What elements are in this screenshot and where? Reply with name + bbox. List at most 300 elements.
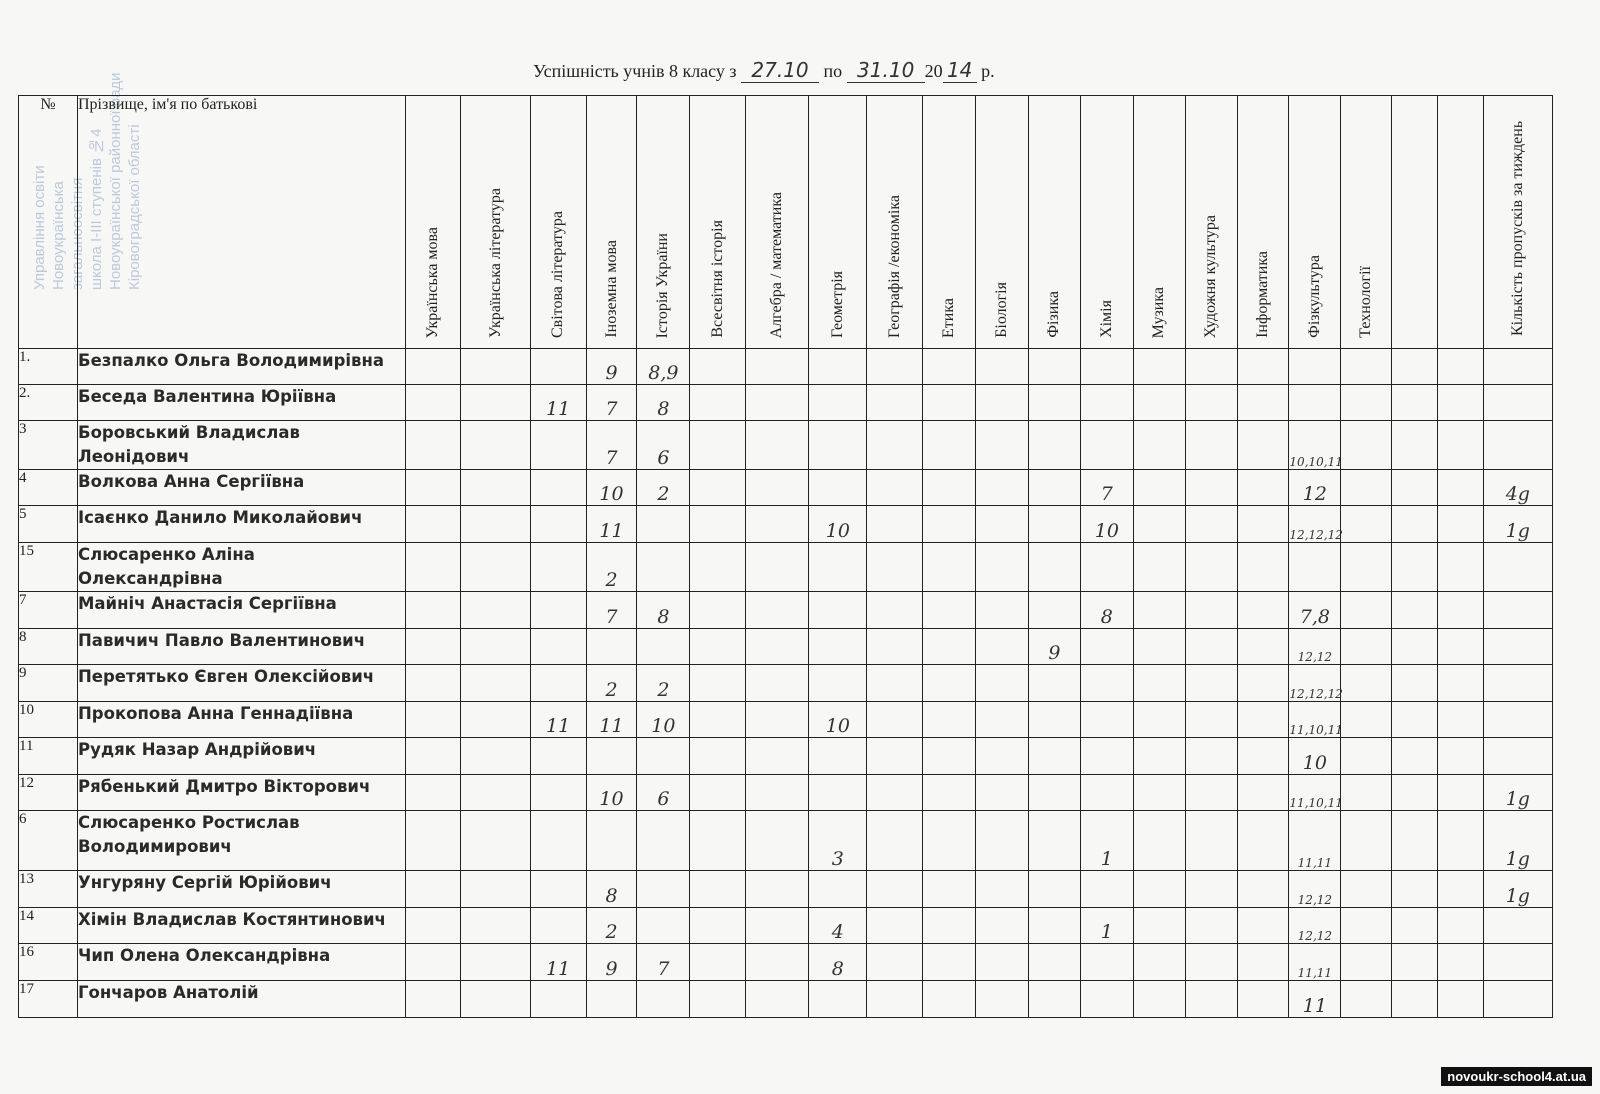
grade-cell bbox=[637, 871, 690, 908]
header-name: Прізвище, ім'я по батькові bbox=[78, 96, 406, 349]
grade-cell bbox=[461, 592, 530, 629]
grade-cell bbox=[867, 470, 923, 506]
stamp-line: Новоукраїнська bbox=[50, 181, 67, 290]
subject-label: Фізика bbox=[1045, 291, 1063, 338]
grade-cell: 11 bbox=[530, 702, 586, 738]
grade-cell bbox=[746, 702, 809, 738]
student-name: Унгуряну Сергій Юрійович bbox=[78, 871, 406, 908]
grade-cell bbox=[809, 775, 867, 811]
grade-cell bbox=[1483, 665, 1552, 702]
subject-header bbox=[923, 96, 976, 349]
subject-label: Алгебра / математика bbox=[768, 191, 786, 338]
stamp-line: Новоукраїнської районної ради bbox=[107, 72, 124, 290]
grade-cell bbox=[586, 629, 637, 665]
grade-cell: 4 bbox=[809, 908, 867, 944]
grade-cell bbox=[405, 908, 461, 944]
grade-cell bbox=[1483, 702, 1552, 738]
grade-cell bbox=[746, 385, 809, 421]
subject-label: Світова література bbox=[549, 211, 567, 338]
subject-header bbox=[405, 96, 461, 349]
stamp-line: загальноосвітня bbox=[69, 177, 86, 290]
grade-cell bbox=[746, 981, 809, 1018]
grade-cell bbox=[976, 944, 1029, 981]
grade-cell bbox=[530, 470, 586, 506]
row-number: 6 bbox=[19, 811, 78, 871]
subject-header bbox=[1483, 96, 1552, 349]
grade-cell bbox=[867, 385, 923, 421]
grade-cell bbox=[405, 349, 461, 385]
grade-cell bbox=[809, 470, 867, 506]
grade-cell bbox=[1185, 738, 1237, 775]
grade-cell bbox=[637, 908, 690, 944]
grade-cell bbox=[923, 421, 976, 470]
grade-cell bbox=[1080, 543, 1133, 592]
date-from: 27.10 bbox=[741, 58, 819, 83]
grade-cell bbox=[1483, 738, 1552, 775]
grade-cell bbox=[461, 470, 530, 506]
grade-cell bbox=[1133, 738, 1185, 775]
grade-cell bbox=[690, 629, 746, 665]
grade-cell bbox=[405, 470, 461, 506]
grade-cell bbox=[976, 592, 1029, 629]
grade-cell: 7 bbox=[586, 421, 637, 470]
student-name: Хімін Владислав Костянтинович bbox=[78, 908, 406, 944]
grade-cell bbox=[637, 738, 690, 775]
grade-cell: 6 bbox=[637, 775, 690, 811]
grade-cell bbox=[1341, 543, 1392, 592]
grade-cell bbox=[746, 543, 809, 592]
grade-cell bbox=[1437, 470, 1483, 506]
grade-cell bbox=[923, 944, 976, 981]
grade-cell bbox=[976, 385, 1029, 421]
grade-cell bbox=[690, 421, 746, 470]
grade-cell bbox=[690, 349, 746, 385]
grade-cell bbox=[530, 775, 586, 811]
grade-cell bbox=[690, 944, 746, 981]
grade-cell bbox=[1437, 775, 1483, 811]
subject-header bbox=[867, 96, 923, 349]
grade-cell bbox=[1341, 506, 1392, 543]
grade-cell: 7 bbox=[586, 385, 637, 421]
grade-cell: 12,12 bbox=[1289, 871, 1341, 908]
grade-cell bbox=[809, 629, 867, 665]
grade-cell bbox=[1185, 421, 1237, 470]
year-prefix: 20 bbox=[924, 61, 943, 81]
grade-cell bbox=[867, 908, 923, 944]
title-end: р. bbox=[981, 61, 995, 81]
student-row bbox=[19, 944, 1553, 981]
grade-cell bbox=[405, 775, 461, 811]
grade-cell bbox=[746, 811, 809, 871]
grade-cell bbox=[867, 775, 923, 811]
grade-cell bbox=[530, 629, 586, 665]
student-row bbox=[19, 470, 1553, 506]
student-row bbox=[19, 775, 1553, 811]
grade-cell bbox=[1483, 349, 1552, 385]
subject-header bbox=[1133, 96, 1185, 349]
grade-cell bbox=[690, 908, 746, 944]
subject-label: Художня культура bbox=[1202, 214, 1220, 338]
grade-cell: 8 bbox=[809, 944, 867, 981]
title-prefix: Успішність учнів 8 класу з bbox=[533, 61, 737, 81]
grade-cell bbox=[405, 665, 461, 702]
student-name: Перетятько Євген Олексійович bbox=[78, 665, 406, 702]
grade-cell bbox=[809, 421, 867, 470]
grade-cell bbox=[1080, 702, 1133, 738]
student-row bbox=[19, 738, 1553, 775]
grade-cell bbox=[1237, 506, 1289, 543]
grade-cell bbox=[1029, 543, 1081, 592]
student-name: Беседа Валентина Юріївна bbox=[78, 385, 406, 421]
grade-cell bbox=[1237, 349, 1289, 385]
grade-cell bbox=[1237, 702, 1289, 738]
grade-cell bbox=[923, 908, 976, 944]
grade-cell bbox=[1341, 629, 1392, 665]
grade-cell bbox=[746, 592, 809, 629]
grade-cell bbox=[1185, 349, 1237, 385]
subject-header bbox=[1080, 96, 1133, 349]
grade-cell bbox=[461, 944, 530, 981]
grade-cell: 10 bbox=[637, 702, 690, 738]
grade-cell bbox=[1341, 908, 1392, 944]
grade-cell bbox=[923, 543, 976, 592]
grade-cell bbox=[809, 349, 867, 385]
grade-cell bbox=[1133, 629, 1185, 665]
grade-cell bbox=[923, 665, 976, 702]
grade-cell bbox=[690, 543, 746, 592]
row-number: 9 bbox=[19, 665, 78, 702]
grade-cell bbox=[809, 871, 867, 908]
grade-cell bbox=[1437, 385, 1483, 421]
grade-cell bbox=[1237, 385, 1289, 421]
grade-cell bbox=[1289, 543, 1341, 592]
grade-cell bbox=[746, 665, 809, 702]
stamp-line: Кіровоградської області bbox=[126, 124, 143, 290]
grade-cell bbox=[405, 592, 461, 629]
grade-cell bbox=[637, 543, 690, 592]
grade-cell bbox=[1080, 738, 1133, 775]
grade-cell bbox=[530, 506, 586, 543]
grade-cell bbox=[746, 908, 809, 944]
grade-cell: 2 bbox=[586, 665, 637, 702]
grade-cell bbox=[405, 981, 461, 1018]
grade-cell: 1g bbox=[1483, 775, 1552, 811]
subject-header bbox=[1289, 96, 1341, 349]
student-name: Павичич Павло Валентинович bbox=[78, 629, 406, 665]
subject-header bbox=[1341, 96, 1392, 349]
row-number: 8 bbox=[19, 629, 78, 665]
site-watermark: novoukr-school4.at.ua bbox=[1441, 1067, 1592, 1086]
subject-header bbox=[1437, 96, 1483, 349]
grade-cell bbox=[461, 543, 530, 592]
page-title bbox=[533, 58, 995, 83]
grade-cell: 2 bbox=[586, 908, 637, 944]
grade-cell bbox=[867, 349, 923, 385]
stamp-line: школа І-ІІІ ступенів №4 bbox=[88, 128, 105, 290]
grade-cell bbox=[809, 385, 867, 421]
grade-cell: 1g bbox=[1483, 871, 1552, 908]
grade-cell bbox=[1392, 385, 1438, 421]
subject-header bbox=[637, 96, 690, 349]
date-to: 31.10 bbox=[847, 58, 925, 83]
grade-cell bbox=[1341, 421, 1392, 470]
grade-cell: 10 bbox=[1080, 506, 1133, 543]
grade-cell bbox=[1341, 702, 1392, 738]
grade-cell: 12,12,12 bbox=[1289, 665, 1341, 702]
grade-cell: 11,11 bbox=[1289, 811, 1341, 871]
grade-cell bbox=[1237, 738, 1289, 775]
grade-cell bbox=[1029, 811, 1081, 871]
grade-cell: 12 bbox=[1289, 470, 1341, 506]
grade-cell bbox=[1133, 944, 1185, 981]
grade-cell bbox=[1029, 592, 1081, 629]
grade-cell bbox=[923, 349, 976, 385]
grade-cell bbox=[461, 908, 530, 944]
grade-cell bbox=[1437, 506, 1483, 543]
grade-cell bbox=[867, 665, 923, 702]
grade-cell bbox=[1029, 981, 1081, 1018]
grade-cell bbox=[1133, 506, 1185, 543]
grade-cell bbox=[809, 738, 867, 775]
grade-cell: 2 bbox=[586, 543, 637, 592]
student-name: Слюсаренко Ростислав Володимирович bbox=[78, 811, 406, 871]
student-row bbox=[19, 871, 1553, 908]
grade-cell bbox=[1237, 811, 1289, 871]
grade-cell: 1 bbox=[1080, 811, 1133, 871]
grade-cell bbox=[1080, 349, 1133, 385]
grade-cell bbox=[461, 811, 530, 871]
row-number: 11 bbox=[19, 738, 78, 775]
student-name: Рябенький Дмитро Вікторович bbox=[78, 775, 406, 811]
grade-cell bbox=[1289, 349, 1341, 385]
grade-cell bbox=[637, 506, 690, 543]
subject-label: Історія України bbox=[654, 232, 672, 338]
grade-cell bbox=[690, 775, 746, 811]
grade-cell bbox=[530, 811, 586, 871]
grade-cell: 11 bbox=[530, 944, 586, 981]
grade-cell bbox=[1341, 592, 1392, 629]
grade-cell bbox=[1133, 470, 1185, 506]
grade-cell bbox=[1029, 665, 1081, 702]
grade-cell: 11 bbox=[586, 702, 637, 738]
grade-cell bbox=[1185, 470, 1237, 506]
subject-header bbox=[976, 96, 1029, 349]
subject-label: Геометрія bbox=[828, 270, 846, 338]
row-number: 15 bbox=[19, 543, 78, 592]
grade-cell bbox=[923, 385, 976, 421]
grade-cell bbox=[1237, 981, 1289, 1018]
subject-label: Етика bbox=[940, 298, 958, 338]
grade-cell bbox=[1392, 944, 1438, 981]
grade-cell bbox=[1483, 944, 1552, 981]
row-number: 2. bbox=[19, 385, 78, 421]
student-name: Майніч Анастасія Сергіївна bbox=[78, 592, 406, 629]
grade-cell bbox=[746, 470, 809, 506]
grade-cell bbox=[1185, 543, 1237, 592]
grade-cell bbox=[405, 811, 461, 871]
grade-cell bbox=[1185, 811, 1237, 871]
grade-cell bbox=[637, 629, 690, 665]
grade-cell bbox=[1185, 629, 1237, 665]
grade-cell bbox=[1185, 981, 1237, 1018]
grade-cell: 11 bbox=[1289, 981, 1341, 1018]
grade-cell bbox=[1341, 775, 1392, 811]
grade-cell: 10,10,11 bbox=[1289, 421, 1341, 470]
grade-cell bbox=[461, 981, 530, 1018]
grade-cell bbox=[1029, 871, 1081, 908]
row-number: 3 bbox=[19, 421, 78, 470]
grade-cell bbox=[1341, 385, 1392, 421]
grade-cell bbox=[867, 981, 923, 1018]
grade-cell bbox=[637, 811, 690, 871]
subject-label: Географія /економіка bbox=[885, 195, 903, 338]
grade-cell bbox=[461, 665, 530, 702]
grade-cell bbox=[867, 944, 923, 981]
grade-cell bbox=[1237, 629, 1289, 665]
grade-cell bbox=[1029, 775, 1081, 811]
grade-cell bbox=[530, 908, 586, 944]
grade-cell bbox=[461, 349, 530, 385]
grade-cell bbox=[746, 944, 809, 981]
subject-header bbox=[690, 96, 746, 349]
grade-cell bbox=[976, 908, 1029, 944]
grade-cell bbox=[1437, 543, 1483, 592]
grade-cell bbox=[867, 543, 923, 592]
grade-cell: 10 bbox=[586, 775, 637, 811]
subject-label: Фізкультура bbox=[1305, 255, 1323, 338]
grade-cell bbox=[1392, 702, 1438, 738]
grade-cell bbox=[1437, 665, 1483, 702]
grade-cell: 6 bbox=[637, 421, 690, 470]
grade-cell bbox=[1237, 908, 1289, 944]
grade-cell: 3 bbox=[809, 811, 867, 871]
subject-header bbox=[1392, 96, 1438, 349]
grade-cell bbox=[1437, 908, 1483, 944]
grade-cell bbox=[1185, 385, 1237, 421]
grade-cell bbox=[1483, 421, 1552, 470]
grade-cell: 7,8 bbox=[1289, 592, 1341, 629]
subject-label: Хімія bbox=[1097, 300, 1115, 338]
grade-cell bbox=[1185, 775, 1237, 811]
grade-cell bbox=[976, 421, 1029, 470]
grade-cell bbox=[1392, 629, 1438, 665]
grade-cell: 11,11 bbox=[1289, 944, 1341, 981]
grade-cell bbox=[976, 738, 1029, 775]
student-name: Волкова Анна Сергіївна bbox=[78, 470, 406, 506]
grade-cell bbox=[1392, 592, 1438, 629]
grade-cell bbox=[1237, 421, 1289, 470]
grade-cell bbox=[1080, 775, 1133, 811]
subject-label: Іноземна мова bbox=[602, 240, 620, 338]
grade-cell bbox=[976, 702, 1029, 738]
student-row bbox=[19, 629, 1553, 665]
grade-cell bbox=[1133, 349, 1185, 385]
grade-cell bbox=[1392, 506, 1438, 543]
grade-cell: 7 bbox=[1080, 470, 1133, 506]
grade-cell: 10 bbox=[809, 506, 867, 543]
student-name: Прокопова Анна Геннадіївна bbox=[78, 702, 406, 738]
grade-cell bbox=[690, 981, 746, 1018]
grade-cell bbox=[867, 629, 923, 665]
grade-cell bbox=[1029, 738, 1081, 775]
grade-cell bbox=[1029, 702, 1081, 738]
grade-cell bbox=[1392, 349, 1438, 385]
student-name: Рудяк Назар Андрійович bbox=[78, 738, 406, 775]
grade-cell bbox=[1237, 871, 1289, 908]
grade-cell bbox=[923, 506, 976, 543]
grade-cell bbox=[1080, 944, 1133, 981]
subject-label: Українська мова bbox=[424, 226, 442, 338]
row-number: 1. bbox=[19, 349, 78, 385]
grade-cell bbox=[461, 871, 530, 908]
grade-cell bbox=[530, 738, 586, 775]
grade-cell bbox=[1133, 775, 1185, 811]
grade-cell bbox=[809, 543, 867, 592]
grade-cell bbox=[1483, 908, 1552, 944]
grade-cell bbox=[1341, 470, 1392, 506]
grade-cell: 11,10,11 bbox=[1289, 702, 1341, 738]
grade-cell bbox=[461, 506, 530, 543]
subject-label: Інформатика bbox=[1253, 251, 1271, 338]
subject-header bbox=[1029, 96, 1081, 349]
grade-cell bbox=[1237, 470, 1289, 506]
grade-cell bbox=[1437, 811, 1483, 871]
grade-cell bbox=[867, 421, 923, 470]
grade-cell bbox=[405, 385, 461, 421]
row-number: 7 bbox=[19, 592, 78, 629]
grade-cell bbox=[405, 738, 461, 775]
grade-cell bbox=[1483, 592, 1552, 629]
subject-header bbox=[746, 96, 809, 349]
grade-cell bbox=[746, 775, 809, 811]
student-row bbox=[19, 665, 1553, 702]
grade-cell bbox=[867, 738, 923, 775]
grade-cell: 10 bbox=[586, 470, 637, 506]
grade-cell: 1g bbox=[1483, 506, 1552, 543]
grade-cell bbox=[746, 421, 809, 470]
grade-cell bbox=[1437, 629, 1483, 665]
grade-cell bbox=[1133, 811, 1185, 871]
grade-cell bbox=[1133, 543, 1185, 592]
grade-cell bbox=[1185, 665, 1237, 702]
grade-cell bbox=[867, 811, 923, 871]
grade-cell bbox=[1133, 385, 1185, 421]
grade-cell bbox=[461, 421, 530, 470]
grade-cell bbox=[1029, 421, 1081, 470]
grade-cell bbox=[690, 871, 746, 908]
grade-cell bbox=[405, 629, 461, 665]
grade-cell bbox=[976, 506, 1029, 543]
grade-cell bbox=[976, 349, 1029, 385]
grade-cell bbox=[530, 665, 586, 702]
row-number: 17 bbox=[19, 981, 78, 1018]
grade-cell bbox=[1341, 811, 1392, 871]
grade-cell bbox=[923, 592, 976, 629]
subject-header bbox=[809, 96, 867, 349]
student-name: Безпалко Ольга Володимирівна bbox=[78, 349, 406, 385]
grades-table bbox=[18, 95, 1553, 1018]
subject-header bbox=[1237, 96, 1289, 349]
grade-cell bbox=[405, 871, 461, 908]
grade-cell: 11 bbox=[530, 385, 586, 421]
grade-cell bbox=[1133, 981, 1185, 1018]
student-row bbox=[19, 981, 1553, 1018]
year-suffix: 14 bbox=[943, 58, 977, 83]
grade-cell bbox=[1237, 944, 1289, 981]
grade-cell bbox=[530, 981, 586, 1018]
grade-cell bbox=[1392, 470, 1438, 506]
grade-cell bbox=[690, 702, 746, 738]
